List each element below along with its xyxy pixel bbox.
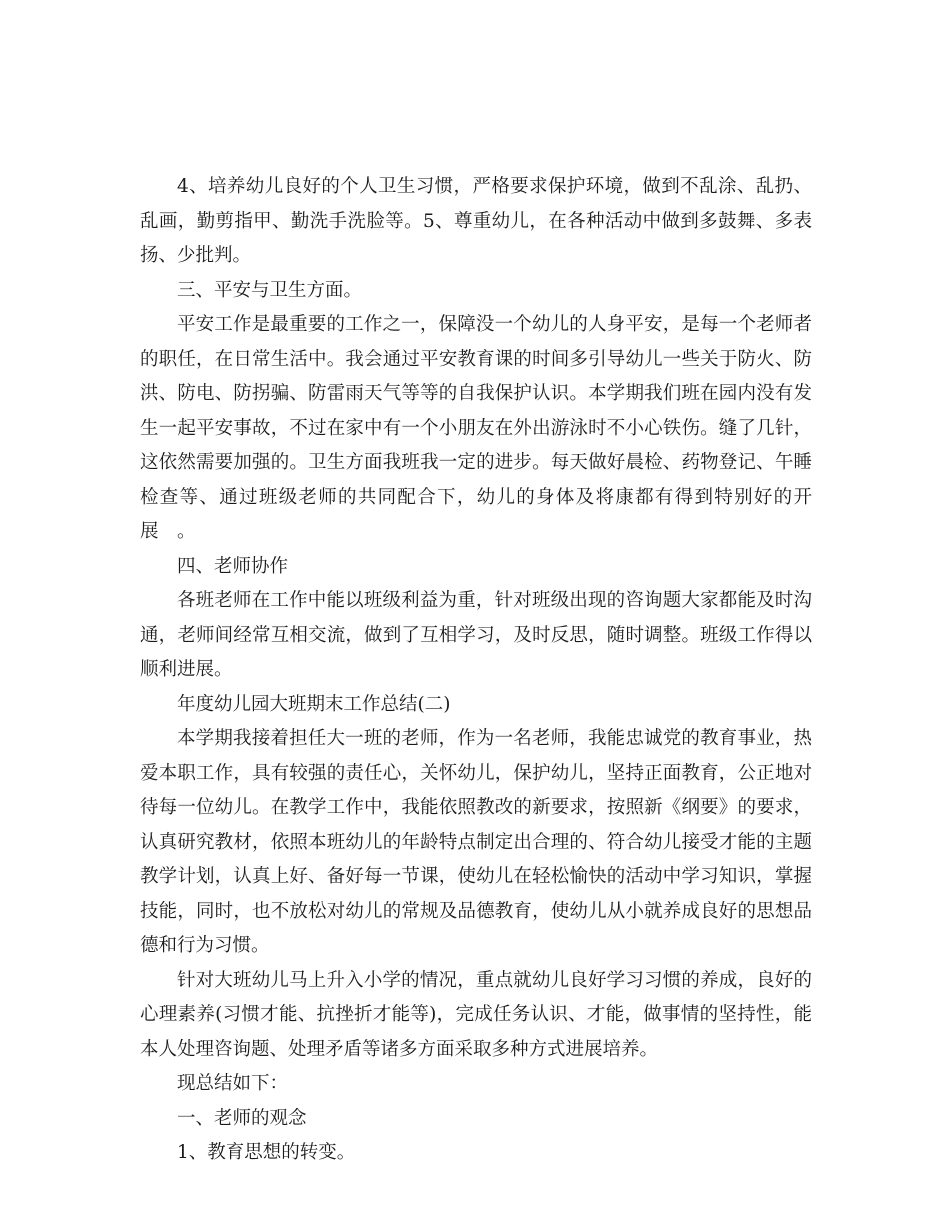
paragraph-semester-teaching: 本学期我接着担任大一班的老师，作为一名老师，我能忠诚党的教育事业，热爱本职工作，具有较强的责任心，关怀幼儿，保护幼儿，坚持正面教育，公正地对待每一位幼儿。在教学工作中，我能依照教改的新要求，按照新《纲要》的要求，认真研究教材，依照本班幼儿的年龄特点制定出合理的、符合幼儿接受才能的主题教学计划，认真上好、备好每一节课，使幼儿在轻松愉快的活动中学习知识，掌握技能，同时，也不放松对幼儿的常规及品德教育，使幼儿从小就养成良好的思想品德和行为习惯。	[140, 728, 812, 956]
paragraph-safety-work: 平安工作是最重要的工作之一，保障没一个幼儿的人身平安，是每一个老师者的职任，在日常生活中。我会通过平安教育课的时间多引导幼儿一些关于防火、防洪、防电、防拐骗、防雷雨天气等等的自我保护认识。本学期我们班在园内没有发生一起平安事故，不过在家中有一个小朋友在外出游泳时不小心铁伤。缝了几针，这依然需要加强的。卫生方面我班我一定的进步。每天做好晨检、药物登记、午睡检查等、通过班级老师的共同配合下，幼儿的身体及将康都有得到特别好的开展 。	[140, 314, 812, 542]
document-body	[140, 170, 812, 1171]
section-heading-safety-hygiene: 三、平安与卫生方面。	[177, 279, 363, 301]
paragraph-teacher-cooperation: 各班老师在工作中能以班级利益为重，针对班级出现的咨询题大家都能及时沟通，老师间经常互相交流，做到了互相学习，及时反思，随时调整。班级工作得以顺利进展。	[140, 590, 812, 680]
paragraph-primary-school-preparation: 针对大班幼儿马上升入小学的情况，重点就幼儿良好学习习惯的养成，良好的心理素养(习惯才能、抗挫折才能等)，完成任务认识、才能，做事情的坚持性，能本人处理咨询题、处理矛盾等诸多方面采取多种方式进展培养。	[140, 969, 812, 1060]
paragraph-hygiene-habits: 4、培养幼儿良好的个人卫生习惯，严格要求保护环境，做到不乱涂、乱扔、乱画，勤剪指甲、勤洗手洗脸等。5、尊重幼儿，在各种活动中做到多鼓舞、多表扬、少批判。	[140, 176, 812, 266]
paragraph-summary-intro: 现总结如下：	[177, 1073, 289, 1094]
section-heading-teacher-concept: 一、老师的观念	[177, 1107, 307, 1129]
section-heading-teacher-cooperation: 四、老师协作	[177, 555, 289, 577]
section-title-summary-two: 年度幼儿园大班期末工作总结(二)	[177, 693, 451, 715]
subheading-education-thinking: 1、教育思想的转变。	[177, 1142, 356, 1163]
